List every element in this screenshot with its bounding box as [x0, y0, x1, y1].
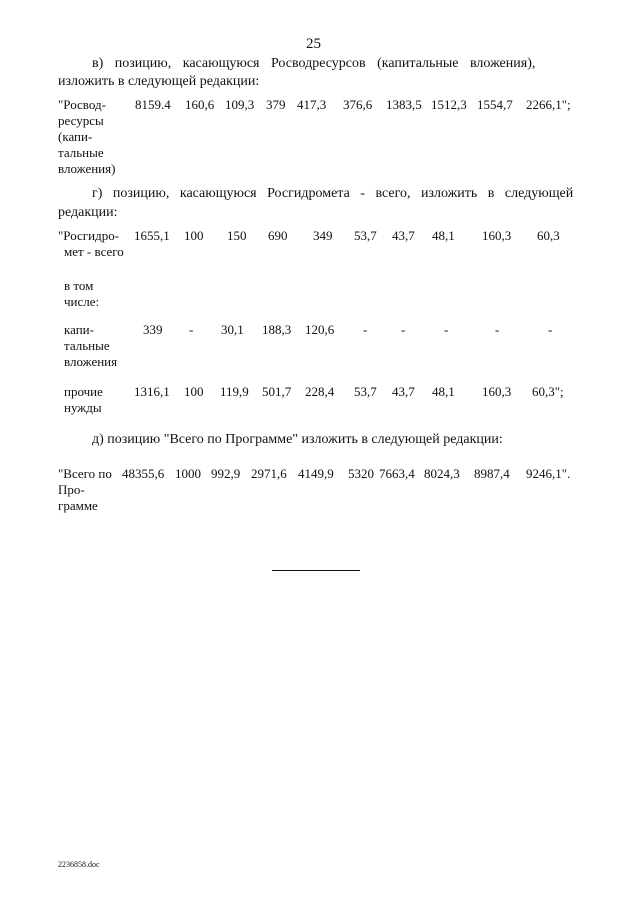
v-value-cell: 109,3 [225, 97, 255, 112]
v-label-line: вложения) [58, 161, 116, 176]
d-value-cell: 8987,4 [474, 466, 510, 481]
g-capital-value-cell: 339 [143, 322, 163, 337]
v-label-line: тальные [58, 145, 104, 160]
g-capital-value-cell: 120,6 [305, 322, 335, 337]
g-other-value-cell: 43,7 [392, 384, 415, 399]
g-capital-value-cell: 30,1 [221, 322, 244, 337]
v-label-line: "Росвод- [58, 97, 106, 112]
g-other-value-cell: 1316,1 [134, 384, 170, 399]
v-value-cell: 2266,1"; [526, 97, 571, 112]
g-other-value-cell: 228,4 [305, 384, 335, 399]
g-total-label-line: мет - всего [64, 244, 124, 259]
g-total-value-cell: 100 [184, 228, 204, 243]
d-value-cell: 2971,6 [251, 466, 287, 481]
v-label-line: (капи- [58, 129, 93, 144]
g-other-label-line: прочие [64, 384, 103, 399]
section-g-intro-line2: редакции: [58, 205, 118, 220]
closing-rule [272, 570, 360, 571]
footer-file-name: 2236858.doc [58, 860, 100, 869]
g-capital-label-line: вложения [64, 354, 118, 369]
d-value-cell: 48355,6 [122, 466, 165, 481]
g-total-value-cell: 43,7 [392, 228, 415, 243]
g-total-value-cell: 1655,1 [134, 228, 170, 243]
d-value-cell: 7663,4 [379, 466, 415, 481]
v-value-cell: 160,6 [185, 97, 215, 112]
g-capital-value-cell: - [444, 322, 449, 337]
d-label-line: грамме [58, 498, 98, 513]
section-v-intro-line2: изложить в следующей редакции: [58, 74, 260, 89]
g-other-value-cell: 119,9 [220, 384, 249, 399]
v-label-line: ресурсы [58, 113, 104, 128]
g-capital-label-line: тальные [64, 338, 110, 353]
g-other-label-line: нужды [64, 400, 102, 415]
g-total-value-cell: 160,3 [482, 228, 512, 243]
g-total-value-cell: 690 [268, 228, 288, 243]
g-total-label-line: "Росгидро- [58, 228, 120, 243]
g-other-value-cell: 53,7 [354, 384, 377, 399]
g-total-value-cell: 349 [313, 228, 333, 243]
d-label-line: "Всего по [58, 466, 112, 481]
d-value-cell: 992,9 [211, 466, 241, 481]
g-other-value-cell: 501,7 [262, 384, 292, 399]
g-capital-label-line: капи- [64, 322, 94, 337]
d-label-line: Про- [58, 482, 85, 497]
g-total-value-cell: 150 [227, 228, 247, 243]
g-other-value-cell: 100 [184, 384, 204, 399]
g-other-value-cell: 60,3"; [532, 384, 564, 399]
section-g-intro-line1: г) позицию, касающуюся Росгидромета - всего, изложить в следующей [92, 186, 574, 201]
g-including-label-line: числе: [64, 294, 100, 309]
v-value-cell: 1383,5 [386, 97, 422, 112]
section-d-intro: д) позицию "Всего по Программе" изложить в следующей редакции: [92, 432, 503, 447]
g-capital-value-cell: - [189, 322, 194, 337]
g-capital-value-cell: - [548, 322, 553, 337]
v-value-cell: 379 [266, 97, 286, 112]
g-capital-value-cell: - [363, 322, 368, 337]
v-value-cell: 376,6 [343, 97, 373, 112]
d-value-cell: 8024,3 [424, 466, 460, 481]
g-other-value-cell: 160,3 [482, 384, 512, 399]
g-other-value-cell: 48,1 [432, 384, 455, 399]
d-value-cell: 4149,9 [298, 466, 334, 481]
g-total-value-cell: 60,3 [537, 228, 560, 243]
section-v-intro-line1: в) позицию, касающуюся Росводресурсов (капитальные вложения), [92, 56, 536, 71]
g-including-label-line: в том [64, 278, 94, 293]
v-value-cell: 1512,3 [431, 97, 467, 112]
g-total-value-cell: 53,7 [354, 228, 377, 243]
d-value-cell: 1000 [175, 466, 201, 481]
v-value-cell: 1554,7 [477, 97, 513, 112]
g-total-value-cell: 48,1 [432, 228, 455, 243]
page-number: 25 [306, 36, 321, 52]
d-value-cell: 9246,1". [526, 466, 571, 481]
g-capital-value-cell: - [401, 322, 406, 337]
d-value-cell: 5320 [348, 466, 374, 481]
g-capital-value-cell: - [495, 322, 500, 337]
g-capital-value-cell: 188,3 [262, 322, 292, 337]
v-value-cell: 8159.4 [135, 97, 171, 112]
v-value-cell: 417,3 [297, 97, 327, 112]
